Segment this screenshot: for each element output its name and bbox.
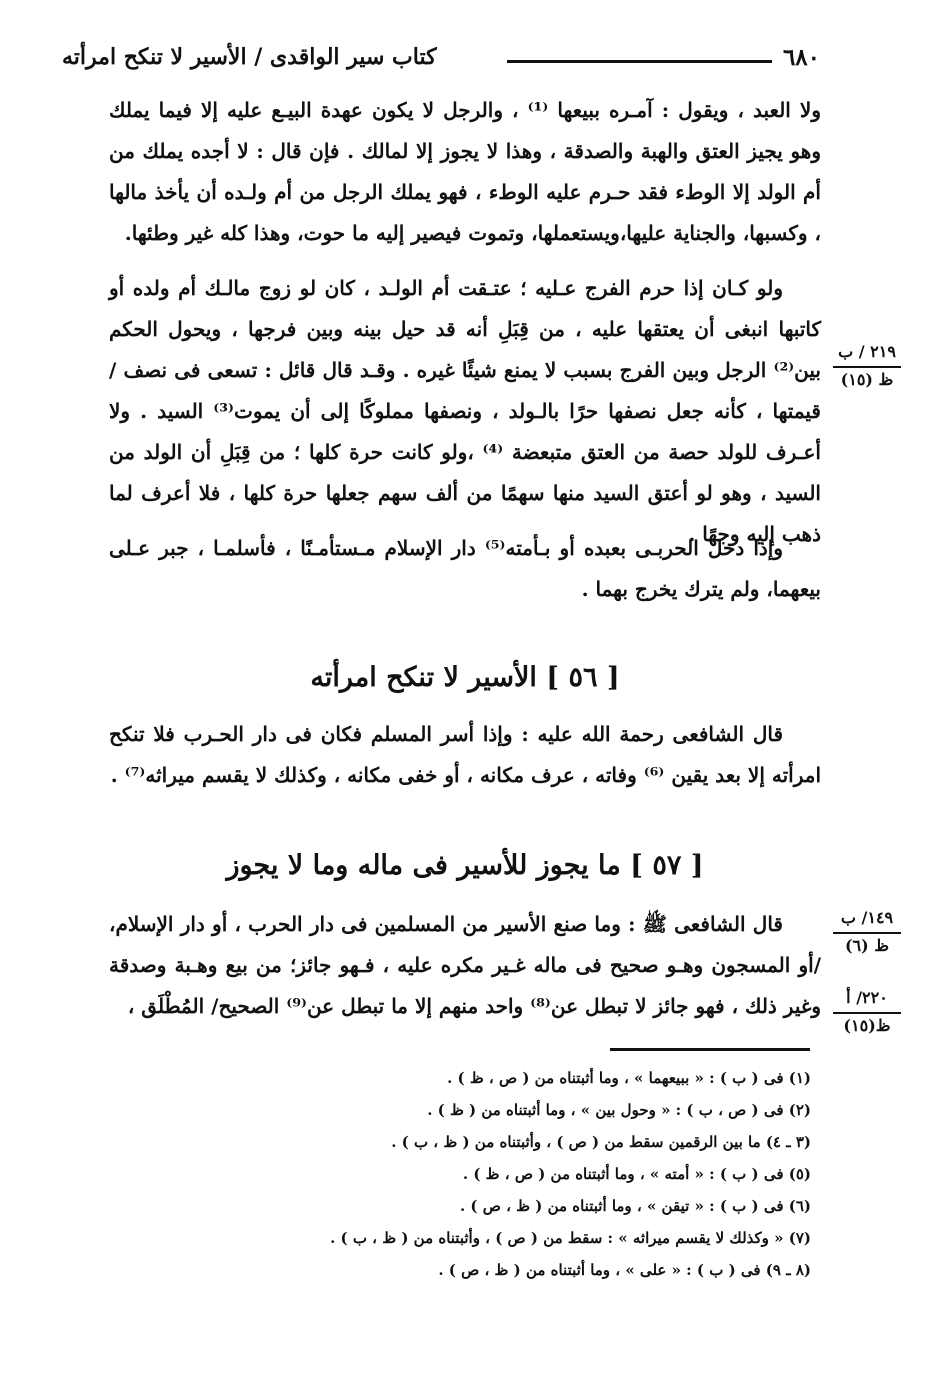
margin-note	[833, 340, 901, 392]
footnote-separator	[610, 1048, 810, 1051]
paragraph-4-lead: قال الشافعى	[672, 722, 784, 746]
paragraph-5-text: ﷺ : وما صنع الأسير من المسلمين فى دار الحرب ، أو دار الإسلام، /أو المسجون وهـو صحيح فى ماله غـير مكره عليه ، فـهو جائز؛ من بيع وهـبة وصدقة وغير ذلك ، فهو جائز لا تبطل عن⁽⁸⁾ واحد منهم إلا ما تبطل عن⁽⁹⁾ الصحيح/ المُطْلَق ،	[109, 912, 821, 1018]
footnotes	[111, 1062, 811, 1286]
margin-note-folio: ١٤٩/ ب	[833, 906, 901, 934]
paragraph-2	[109, 268, 821, 555]
footnote: (٥) فى ( ب ) : « أمته » ، وما أثبتناه من ( ص ، ظ ) .	[462, 1165, 811, 1183]
footnote: (٨ ـ ٩) فى ( ب ) : « على » ، وما أثبتناه من ( ظ ، ص ) .	[438, 1261, 811, 1279]
margin-note-ms: ظ(١٥)	[843, 1016, 891, 1035]
paragraph-5	[109, 904, 821, 1027]
paragraph-1	[109, 90, 821, 254]
margin-note	[833, 906, 901, 958]
margin-note-folio: ٢١٩ / ب	[833, 340, 901, 368]
paragraph-4	[109, 714, 821, 796]
footnote: (١) فى ( ب ) : « ببيعهما » ، وما أثبتناه من ( ص ، ظ ) .	[447, 1069, 811, 1087]
paragraph-3-text: وإذا دخل الحربـى بعبده أو بـأمته⁽⁵⁾ دار الإسلام مـستأمـنًا ، فأسلمـا ، جبر عـلى بيعهما، ولم يترك يخرج بهما .	[109, 536, 821, 601]
running-header	[62, 44, 820, 78]
section-heading-57: [ ٥٧ ] ما يجوز للأسير فى ماله وما لا يجوز	[226, 850, 704, 881]
paragraph-5-lead: قال الشافعى	[674, 912, 783, 936]
footnote: (٧) « وكذلك لا يقسم ميراثه » : سقط من ( ص ) ، وأثبتناه من ( ظ ، ب ) .	[330, 1229, 811, 1247]
footnote: (٣ ـ ٤) ما بين الرقمين سقط من ( ص ) ، وأثبتناه من ( ظ ، ب ) .	[391, 1133, 811, 1151]
paragraph-4-text: رحمة الله عليه : وإذا أسر المسلم فكان فى دار الحـرب فلا تنكح امرأته إلا بعد يقين ⁽⁶⁾ وفاته ، عرف مكانه ، أو خفى مكانه ، وكذلك لا يقسم ميراثه⁽⁷⁾ .	[109, 722, 821, 787]
margin-note-ms: ظ (١٥)	[840, 370, 894, 389]
footnote: (٦) فى ( ب ) : « تيقن » ، وما أثبتناه من ( ظ ، ص ) .	[459, 1197, 811, 1215]
margin-note	[833, 986, 901, 1038]
running-title: كتاب سير الواقدى / الأسير لا تنكح امرأته	[62, 44, 437, 70]
page-number: ٦٨٠	[782, 44, 820, 71]
section-heading-56: [ ٥٦ ] الأسير لا تنكح امرأته	[310, 662, 620, 693]
paragraph-3	[109, 528, 821, 610]
header-rule	[507, 60, 772, 63]
paragraph-1-text: ولا العبد ، ويقول : آمـره ببيعها ⁽¹⁾ ، والرجل لا يكون عهدة البيـع عليه إلا فيما يملك وهو يجيز العتق والهبة والصدقة ، وهذا لا يجوز إلا لمالك . فإن قال : لا أجده يملك من أم الولد إلا الوطء فقد حـرم عليه الوطء ، فهو يملك الرجل من أم ولـده أن يأخذ مالها ، وكسبها، والجناية عليها،ويستعملها، وتموت فيصير إليه ما حوت، وهذا كله غير وطئها.	[109, 98, 821, 245]
footnote: (٢) فى ( ص ، ب ) : « وحول بين » ، وما أثبتناه من ( ظ ) .	[427, 1101, 811, 1119]
margin-note-ms: ظ (٦)	[844, 936, 890, 955]
margin-note-folio: ٢٢٠/ أ	[833, 986, 901, 1014]
paragraph-2-text: ولو كـان إذا حرم الفرج عـليه ؛ عتـقت أم الولـد ، كان لو زوج مالـك أم ولده أو كاتبها انبغى أن يعتقها عليه ، من قِبَلِ أنه قد حيل بينه وبين فرجها ، ويحول الحكم بين⁽²⁾ الرجل وبين الفرج بسبب لا يمنع شيئًا غيره . وقـد قال قائل : تسعى فى نصف / قيمتها ، كأنه جعل نصفها حرًا بالـولد ، ونصفها مملوكًا إلى أن يموت⁽³⁾ السيد . ولا أعـرف للولد حصة من العتق متبعضة ⁽⁴⁾ ،ولو كانت حرة كلها ؛ من قِبَلِ أن الولد من السيد ، وهو لو أعتق السيد منها سهمًا من ألف سهم جعلها حرة كلها ، فلا أعرف لما ذهب إليه وجهًا .	[109, 276, 821, 546]
